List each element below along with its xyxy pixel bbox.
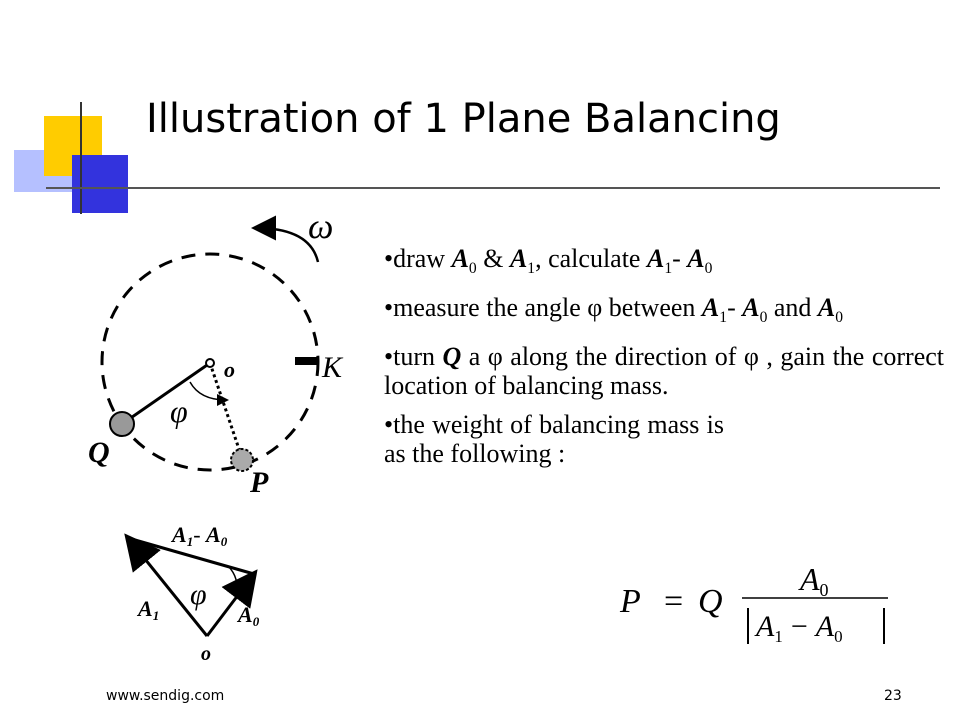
q-label: Q xyxy=(88,436,110,469)
omega-label: ω xyxy=(308,206,334,246)
center-point xyxy=(206,359,214,367)
p-label: P xyxy=(250,466,269,499)
key-mark xyxy=(295,357,317,365)
slide-title: Illustration of 1 Plane Balancing xyxy=(146,96,781,142)
formula-numerator: A0 xyxy=(800,561,829,600)
bullet-turn: •turn Q a φ along the direction of φ , gain the correct location of balancing mass. xyxy=(384,342,944,401)
phi-arc-vector xyxy=(228,566,237,596)
vector-diagram xyxy=(110,512,290,670)
title-underline xyxy=(46,187,940,189)
bullet-draw: •draw $A_0$ & $A_1$, calculate $A_1-$ $A_0$ xyxy=(384,244,713,278)
balancing-formula xyxy=(618,556,898,648)
page-number: 23 xyxy=(884,688,902,704)
center-o-label: o xyxy=(224,357,235,382)
decor-vertical-line xyxy=(80,102,82,214)
phi-arc-arrow xyxy=(190,382,226,400)
diff-label: A1- A0 xyxy=(172,522,228,549)
a0-label: A0 xyxy=(238,602,260,629)
mass-q xyxy=(110,412,134,436)
k-label: K xyxy=(322,351,343,384)
formula-denominator: $A_1 - A_0$ xyxy=(756,610,843,646)
phi-label: φ xyxy=(170,393,188,429)
formula-equals: = xyxy=(664,583,684,620)
formula-lhs: P xyxy=(620,583,641,620)
a1-label: A1 xyxy=(138,596,160,623)
rotor-diagram xyxy=(60,200,390,510)
footer-url: www.sendig.com xyxy=(106,688,225,704)
bullet-measure: •measure the angle φ between $A_1-$ $A_0$ and $A_0$ xyxy=(384,293,844,327)
bullet-list xyxy=(384,244,944,478)
bullet-weight: •the weight of balancing mass is as the following : xyxy=(384,410,724,469)
formula-q: Q xyxy=(698,583,723,620)
origin-label: o xyxy=(201,643,211,665)
radius-q xyxy=(122,363,210,424)
phi-vector-label: φ xyxy=(190,578,207,611)
